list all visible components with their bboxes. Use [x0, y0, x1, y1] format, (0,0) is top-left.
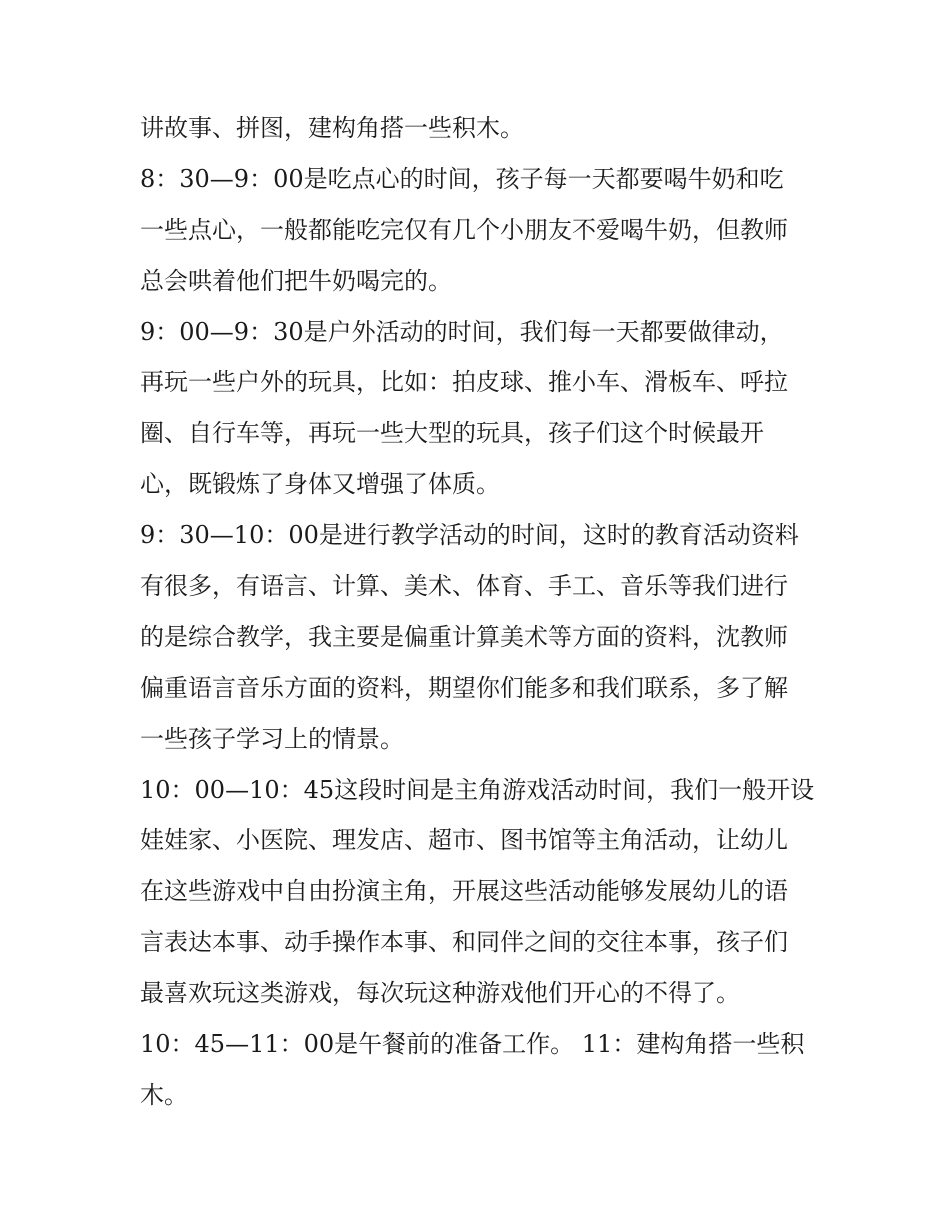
- text-line: 9：00—9：30是户外活动的时间，我们每一天都要做律动，: [140, 317, 784, 346]
- text-line: 总会哄着他们把牛奶喝完的。: [140, 266, 452, 295]
- text-line: 圈、自行车等，再玩一些大型的玩具，孩子们这个时候最开: [140, 419, 764, 448]
- text-line: 木。: [140, 1080, 188, 1109]
- text-line: 一些孩子学习上的情景。: [140, 724, 404, 753]
- text-line: 的是综合教学，我主要是偏重计算美术等方面的资料，沈教师: [140, 622, 788, 651]
- text-line: 一些点心，一般都能吃完仅有几个小朋友不爱喝牛奶，但教师: [140, 215, 788, 244]
- text-line: 9：30—10：00是进行教学活动的时间，这时的教育活动资料: [140, 521, 799, 550]
- text-line: 娃娃家、小医院、理发店、超市、图书馆等主角活动，让幼儿: [140, 826, 788, 855]
- text-line: 8：30—9：00是吃点心的时间，孩子每一天都要喝牛奶和吃: [140, 164, 784, 193]
- text-line: 最喜欢玩这类游戏，每次玩这种游戏他们开心的不得了。: [140, 979, 740, 1008]
- text-line: 有很多，有语言、计算、美术、体育、手工、音乐等我们进行: [140, 572, 788, 601]
- document-body: [140, 103, 830, 1121]
- text-line: 再玩一些户外的玩具，比如：拍皮球、推小车、滑板车、呼拉: [140, 368, 788, 397]
- text-line: 讲故事、拼图，建构角搭一些积木。: [140, 114, 524, 142]
- text-line: 心，既锻炼了身体又增强了体质。: [140, 470, 500, 499]
- text-line: 言表达本事、动手操作本事、和同伴之间的交往本事，孩子们: [140, 928, 788, 957]
- text-line: 10：00—10：45这段时间是主角游戏活动时间，我们一般开设: [140, 775, 815, 804]
- text-line: 在这些游戏中自由扮演主角，开展这些活动能够发展幼儿的语: [140, 877, 788, 906]
- text-line: 偏重语言音乐方面的资料，期望你们能多和我们联系，多了解: [140, 673, 788, 702]
- text-line: 10：45—11：00是午餐前的准备工作。 11：建构角搭一些积: [140, 1030, 805, 1059]
